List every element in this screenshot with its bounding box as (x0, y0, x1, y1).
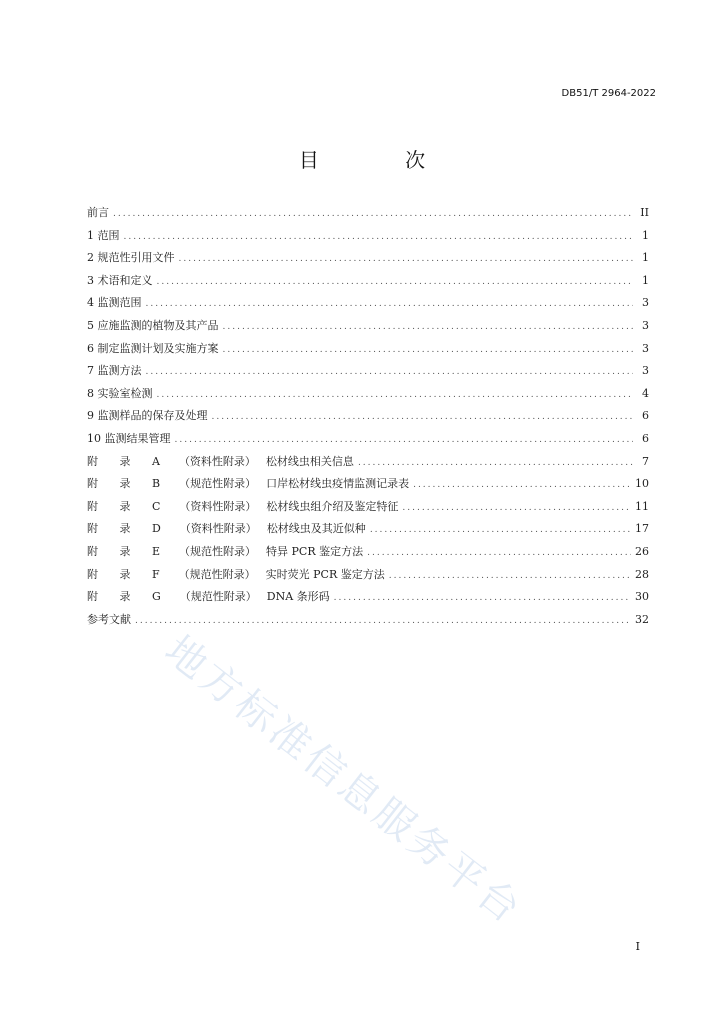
toc-page-number: 3 (642, 364, 649, 378)
toc-entry[interactable] (87, 292, 649, 315)
toc-entry-label (87, 383, 153, 406)
appendix-type: （资料性附录） (179, 499, 257, 513)
toc-page-number: 28 (635, 567, 649, 581)
toc-entry-title: 10 监测结果管理 (87, 431, 171, 445)
dot-leader (113, 203, 633, 226)
toc-entry-label (87, 428, 171, 451)
dot-leader (413, 474, 631, 497)
toc-page-number: 1 (642, 273, 649, 287)
toc-entry-label (87, 292, 142, 315)
dot-leader (157, 271, 634, 294)
toc-entry-title: 3 术语和定义 (87, 273, 153, 287)
toc-entry-title: 2 规范性引用文件 (87, 251, 175, 265)
toc-entry-title: 7 监测方法 (87, 364, 142, 378)
dot-leader (175, 429, 634, 452)
dot-leader (135, 610, 631, 633)
toc-entry[interactable] (87, 428, 649, 451)
toc-entry[interactable] (87, 541, 649, 564)
toc-entry-title: 4 监测范围 (87, 296, 142, 310)
toc-entry[interactable] (87, 270, 649, 293)
toc-entry-label (87, 338, 219, 361)
toc-entry[interactable] (87, 360, 649, 383)
dot-leader (146, 293, 634, 316)
appendix-prefix: 附 录 E (87, 544, 170, 558)
toc-entry-label (87, 518, 366, 541)
toc-entry[interactable] (87, 383, 649, 406)
dot-leader (157, 384, 634, 407)
toc-entry-title: 前言 (87, 206, 109, 219)
dot-leader (223, 339, 634, 362)
toc-entry-title: 参考文献 (87, 612, 131, 626)
toc-page-number: 6 (642, 431, 649, 445)
toc-page-number: 11 (635, 499, 649, 513)
table-of-contents (87, 202, 649, 631)
dot-leader (223, 316, 634, 339)
toc-entry-title: 松材线虫及其近似种 (266, 522, 366, 536)
toc-entry-title: 5 应施监测的植物及其产品 (87, 318, 219, 332)
toc-entry[interactable] (87, 225, 649, 248)
toc-entry[interactable] (87, 315, 649, 338)
appendix-type: （规范性附录） (179, 544, 257, 558)
toc-entry[interactable] (87, 609, 649, 632)
dot-leader (179, 248, 634, 271)
appendix-prefix: 附 录 F (87, 567, 169, 581)
toc-page-number: 7 (642, 454, 649, 468)
toc-entry[interactable] (87, 202, 649, 225)
toc-page-number: 3 (642, 341, 649, 355)
dot-leader (370, 519, 631, 542)
appendix-prefix: 附 录 B (87, 477, 170, 491)
toc-entry-label (87, 496, 398, 519)
toc-page-number: 3 (642, 318, 649, 332)
toc-entry-title: 口岸松材线虫疫情监测记录表 (266, 477, 410, 491)
appendix-type: （规范性附录） (179, 590, 257, 604)
toc-page-number: II (640, 206, 649, 219)
toc-entry-label (87, 315, 219, 338)
toc-entry-title: DNA 条形码 (266, 590, 330, 604)
page-number: I (635, 940, 640, 953)
toc-page-number: 6 (642, 409, 649, 423)
toc-entry-label (87, 586, 330, 609)
appendix-type: （规范性附录） (179, 477, 257, 491)
toc-entry-title: 8 实验室检测 (87, 386, 153, 400)
toc-entry-title: 6 制定监测计划及实施方案 (87, 341, 219, 355)
toc-entry-title: 松材线虫相关信息 (265, 454, 354, 468)
appendix-type: （资料性附录） (178, 454, 256, 468)
toc-entry-label (87, 451, 354, 474)
toc-entry-label (87, 541, 363, 564)
page-title: 目 次 (298, 148, 466, 172)
toc-page-number: 17 (635, 522, 649, 536)
dot-leader (367, 542, 631, 565)
toc-entry[interactable] (87, 405, 649, 428)
toc-entry-label (87, 247, 175, 270)
toc-page-number: 4 (642, 386, 649, 400)
dot-leader (124, 226, 634, 249)
toc-entry-title: 实时荧光 PCR 鉴定方法 (265, 567, 385, 581)
toc-entry[interactable] (87, 564, 649, 587)
toc-page-number: 10 (635, 477, 649, 491)
toc-page-number: 1 (642, 251, 649, 265)
toc-entry-label (87, 225, 120, 248)
document-code: DB51/T 2964-2022 (561, 88, 656, 99)
toc-entry-label (87, 609, 131, 632)
toc-entry[interactable] (87, 496, 649, 519)
dot-leader (389, 565, 631, 588)
dot-leader (358, 452, 633, 475)
appendix-type: （资料性附录） (179, 522, 257, 536)
dot-leader (212, 406, 634, 429)
toc-entry-title: 特异 PCR 鉴定方法 (266, 544, 364, 558)
toc-entry[interactable] (87, 518, 649, 541)
toc-entry[interactable] (87, 247, 649, 270)
toc-entry-title: 松材线虫组介绍及鉴定特征 (266, 499, 399, 513)
toc-page-number: 32 (635, 612, 649, 626)
toc-page-number: 1 (642, 228, 649, 242)
appendix-prefix: 附 录 D (87, 522, 170, 536)
toc-entry-label (87, 202, 109, 225)
toc-entry[interactable] (87, 451, 649, 474)
toc-page-number: 3 (642, 296, 649, 310)
toc-entry-label (87, 360, 142, 383)
dot-leader (334, 587, 631, 610)
toc-entry[interactable] (87, 473, 649, 496)
toc-entry-label (87, 473, 409, 496)
toc-entry-title: 9 监测样品的保存及处理 (87, 409, 208, 423)
toc-entry[interactable] (87, 586, 649, 609)
appendix-prefix: 附 录 G (87, 590, 170, 604)
appendix-prefix: 附 录 A (87, 454, 169, 468)
toc-page-number: 30 (635, 590, 649, 604)
watermark: 地方标准信息服务平台 (156, 627, 532, 935)
appendix-prefix: 附 录 C (87, 499, 170, 513)
toc-entry-label (87, 405, 208, 428)
toc-entry-title: 1 范围 (87, 228, 120, 242)
toc-entry[interactable] (87, 338, 649, 361)
toc-page-number: 26 (635, 544, 649, 558)
toc-entry-label (87, 564, 385, 587)
toc-entry-label (87, 270, 153, 293)
appendix-type: （规范性附录） (178, 567, 256, 581)
dot-leader (402, 497, 631, 520)
dot-leader (146, 361, 634, 384)
